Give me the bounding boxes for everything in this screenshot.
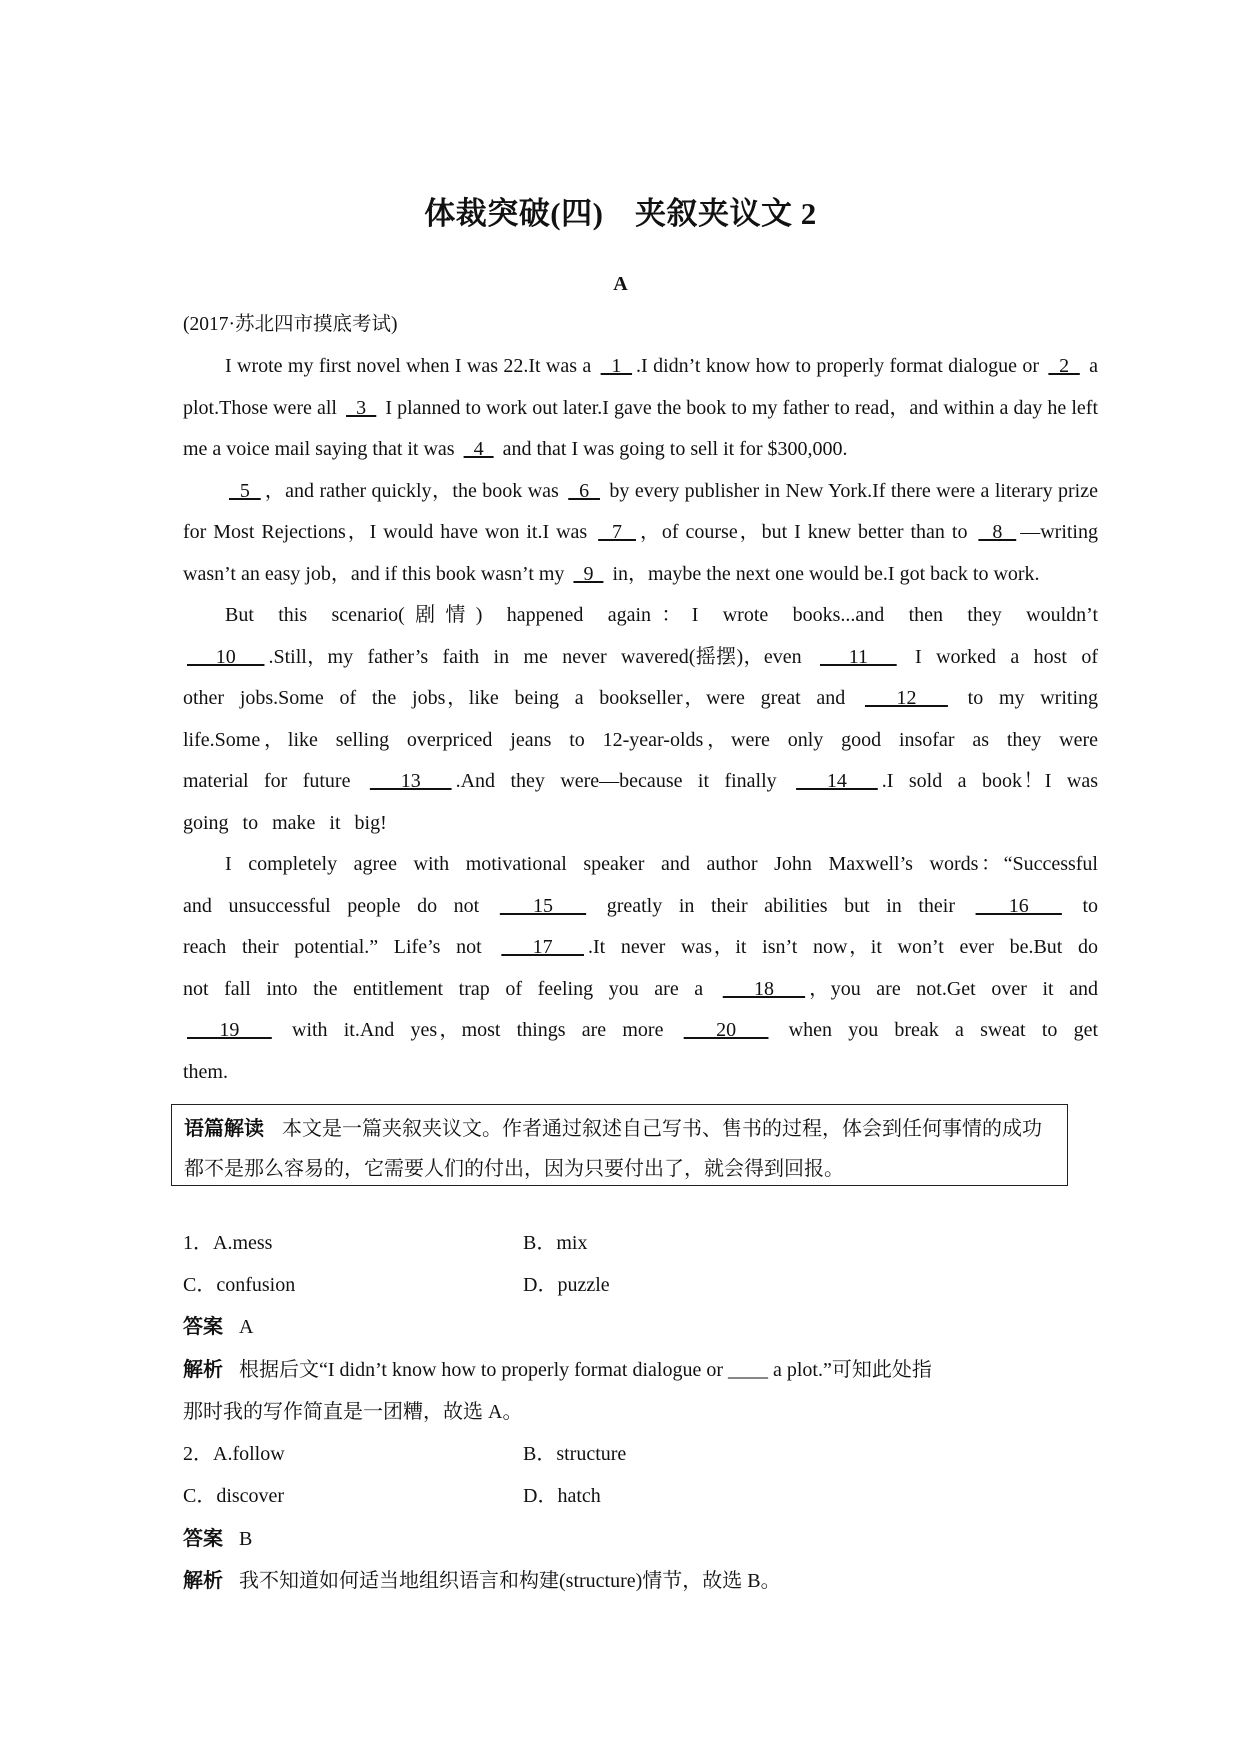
passage-text: I planned to work out later.I gave the book to my father to read，and within a day he left me a voice mail saying that it was: [183, 396, 1099, 460]
passage-text: .Still，my father’s faith in me never wavered(摇摆)，even: [268, 645, 816, 668]
q2-option-b: B．structure: [523, 1443, 627, 1465]
section-letter: A: [613, 273, 628, 295]
q2-answer: [183, 1522, 252, 1551]
passage-text: ，you are not.Get over it and: [809, 977, 1099, 1000]
passage-text: when you break a sweat to get them.: [183, 1019, 1099, 1083]
blank-17: 17: [501, 936, 584, 958]
passage-text: and that I was going to sell it for $300,000.: [497, 438, 848, 460]
q1-answer: [183, 1310, 253, 1339]
cloze-passage: [183, 346, 1098, 1093]
explain-text: 我不知道如何适当地组织语言和构建(structure)情节，故选 B。: [239, 1570, 781, 1592]
q1-option-a: 1．A.mess: [183, 1232, 273, 1254]
passage-text: by every publisher in New York.If there were a literary prize for Most Rejections，I would have won it.I was: [183, 479, 1098, 543]
paragraph-2: [183, 471, 1098, 596]
passage-text: But this scenario(剧情) happened again：I wrote books...and then they wouldn’t: [225, 604, 1098, 626]
paragraph-4: [183, 844, 1098, 1093]
paragraph-1: [183, 346, 1098, 471]
paragraph-3: [183, 595, 1098, 844]
q1-option-c: C．confusion: [183, 1274, 296, 1296]
passage-text: —writing wasn’t an easy job，and if this book wasn’t my: [183, 521, 1098, 585]
answer-label: 答案: [183, 1526, 223, 1550]
passage-text: to reach their potential.” Life’s not: [183, 894, 1099, 958]
blank-2: 2: [1048, 355, 1080, 377]
blank-8: 8: [978, 521, 1017, 543]
analysis-text: 本文是一篇夹叙夹议文。作者通过叙述自己写书、售书的过程，体会到任何事情的成功都不是那么容易的，它需要人们的付出，因为只要付出了，就会得到回报。: [184, 1118, 1042, 1180]
passage-text: to my writing life.Some，like selling overpriced jeans to 12-year-olds，were only good insofar as they were material for future: [183, 687, 1099, 792]
answer-value: B: [239, 1528, 253, 1550]
passage-text: in，maybe the next one would be.I got back to work.: [607, 562, 1040, 585]
q1-option-d: D．puzzle: [523, 1274, 610, 1296]
passage-text: with it.And yes，most things are more: [275, 1019, 680, 1041]
blank-7: 7: [598, 521, 636, 543]
blank-3: 3: [346, 396, 377, 419]
q2-explanation: [183, 1564, 781, 1593]
blank-11: 11: [819, 645, 897, 668]
blank-5: 5: [229, 479, 261, 502]
blank-12: 12: [864, 687, 948, 709]
passage-text: I wrote my first novel when I was 22.It was a: [225, 355, 597, 377]
blank-20: 20: [683, 1019, 769, 1041]
blank-4: 4: [463, 438, 494, 460]
blank-16: 16: [975, 894, 1062, 917]
passage-text: ，and rather quickly，the book was: [264, 479, 565, 502]
explain-label: 解析: [183, 1357, 223, 1381]
q2-option-a: 2．A.follow: [183, 1443, 285, 1465]
q1-explanation-line-1: [183, 1353, 932, 1382]
blank-6: 6: [568, 479, 600, 502]
passage-text: a plot.Those were all: [183, 355, 1099, 419]
blank-1: 1: [600, 355, 633, 377]
passage-text: .And they were—because it finally: [455, 770, 793, 792]
passage-text: I worked a host of other jobs.Some of the jobs，like being a bookseller，were great and: [183, 645, 1099, 709]
q1-explanation-line-2: 那时我的写作简直是一团糟，故选 A。: [183, 1401, 523, 1423]
answer-label: 答案: [183, 1314, 223, 1338]
answer-value: A: [239, 1316, 254, 1338]
blank-10: 10: [187, 645, 265, 668]
q2-option-d: D．hatch: [523, 1485, 601, 1507]
passage-analysis-box: [171, 1104, 1068, 1186]
passage-text: ，of course，but I knew better than to: [639, 521, 975, 543]
blank-14: 14: [796, 770, 878, 792]
analysis-label: 语篇解读: [184, 1116, 264, 1140]
q2-option-c: C．discover: [183, 1485, 285, 1507]
explain-text: 根据后文“I didn’t know how to properly format dialogue or ____ a plot.”可知此处指: [239, 1359, 932, 1381]
source-note: (2017·苏北四市摸底考试): [183, 314, 398, 335]
passage-text: .It never was，it isn’t now，it won’t ever be.But do not fall into the entitlement trap of feeling you are a: [183, 936, 1099, 1000]
blank-13: 13: [369, 770, 452, 792]
passage-text: greatly in their abilities but in their: [590, 894, 972, 917]
blank-18: 18: [722, 977, 806, 1000]
passage-text: I completely agree with motivational speaker and author John Maxwell’s words：“Successful and unsuccessful people do not: [183, 853, 1098, 917]
q1-option-b: B．mix: [523, 1232, 588, 1254]
page-title: 体裁突破(四) 夹叙夹议文 2: [424, 196, 817, 231]
explain-label: 解析: [183, 1568, 223, 1592]
blank-9: 9: [573, 562, 604, 585]
blank-19: 19: [187, 1019, 272, 1041]
blank-15: 15: [499, 894, 587, 917]
passage-text: .I sold a book！I was going to make it big!: [183, 770, 1099, 834]
passage-text: .I didn’t know how to properly format dialogue or: [636, 355, 1045, 377]
